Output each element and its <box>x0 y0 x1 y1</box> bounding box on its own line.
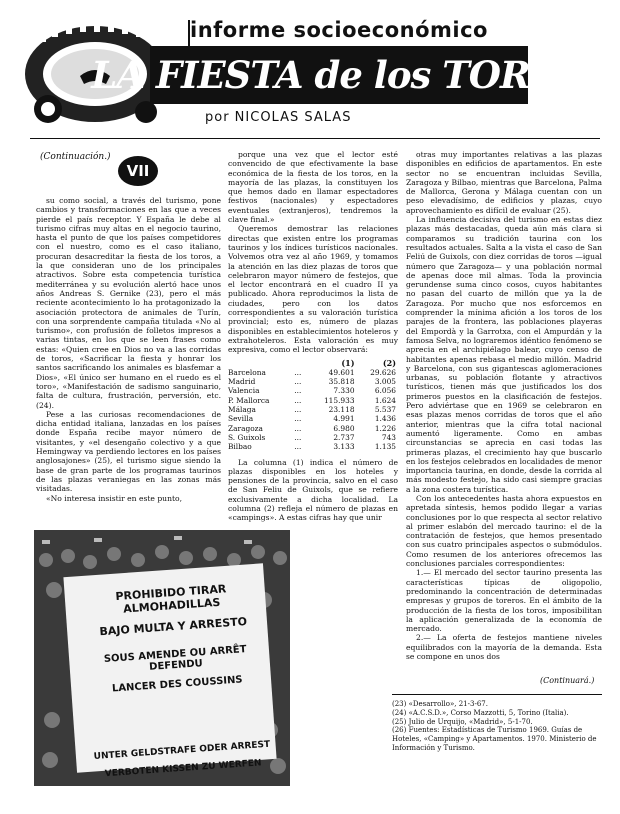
table-row: S. Guixols ... 2.737 743 <box>228 432 396 442</box>
paragraph: su como social, a través del turismo, pone cambios y transformaciones en las que a veces pierde el país receptor. Y España le debe al turismo cifras muy altas en el negocio taurino, hasta el punto de que los países competidores con el nuestro, como es el caso italiano, procuran desacreditar la fiesta de los toros, a la que consideran uno de los principales atractivos. Sobre esta competencia turística mediterránea y su evolución alertó hace unos años Andreas S. Gernike (23), pero el más reciente acontecimiento lo ha protagonizado la asociación protectora de animales de Turín, con una sorprendente campaña titulada «No al turismo», con profusión de folletos impresos a varias tintas, en los que se leen frases como estas: «Quien cree en Dios no va a las corridas de toros, «Sacrificar la fiesta y honrar los santos sacrificando los animales es blasfemar a Dios», «El único ser humano en el ruedo es el toro», «Manifestación de sadismo sanguinario, falta de cultura, frustración, perversión, etc. (24). <box>36 196 221 410</box>
warning-banner <box>76 580 279 781</box>
table-row: Málaga ... 23.118 5.537 <box>228 405 396 415</box>
paragraph: 2.— La oferta de festejos mantiene niveles equilibrados con la mayoría de la demanda. Esta se compone en unos dos <box>406 633 602 662</box>
table-row: Valencia ... 7.330 6.056 <box>228 386 396 396</box>
paragraph: 1.— El mercado del sector taurino presenta las características típicas de oligopolio, predominando la concentración de determinadas empresas y grupos de toreros. En el ámbito de la producción de la fiesta de los toros, imposibilitan la aplicación generalizada de la economía de mercado. <box>406 568 602 634</box>
banner-line: UNTER GELDSTRAFE ODER ARREST <box>93 739 271 762</box>
paragraph: Queremos demostrar las relaciones directas que existen entre los programas taurinos y los índices turísticos nacionales. Volvemos otra vez al año 1969, y tomamos la atención en las diez plazas de toros que celebraron mayor número de festejos, que el lector encontrará en el cuadro II ya publicado. Ahora reproducimos la lista de ciudades, pero con los datos correspondientes a su valoración turística provincial; esto es, número de plazas disponibles en establecimientos hoteleros y extrahoteleros. Esta valoración es muy expresiva, como el lector observará: <box>228 224 398 355</box>
table-header: (1) (2) <box>341 357 396 368</box>
footnote-rule <box>392 694 602 695</box>
article-title: LA FIESTA de los TOROS <box>91 53 587 97</box>
to-be-continued: (Continuará.) <box>540 676 595 685</box>
column-2 <box>228 150 398 523</box>
paragraph: La influencia decisiva del turismo en estas diez plazas más destacadas, queda aún más clara si comparamos su tradición taurina con los resultados actuales. Salta a la vista el caso de San Feliú de Guixols, con diez corridas de toros —igual número que Zaragoza— y una población normal de apenas doce mil almas. Toda la provincia gerundense suma cinco cosos, cuyos habitantes no pasan del cuarto de millón que ya la de Zaragoza. Por mucho que nos esforcemos en comprender la mínima afición a los toros de los parajes de la frontera, las poblaciones playeras del Empordà y la Garrotxa, con el Ampurdán y la famosa Selva, no lograremos idéntico fenómeno se aprecia en el archipiélago balear, cuyo censo de habitantes apenas rebasa el medio millón. Madrid y Barcelona, con sus gigantescas aglomeraciones urbanas, su población flotante y atractivos turísticos, tienen más que justificados los dos primeros puestos en la clasificación de festejos. Pero adviértase que en 1969 se celebraron en esas plazas menos corridas de toros que el año anterior, mientras que la cifra total nacional aumentó ligeramente. Como en ambas circunstancias se aprecia en casi todas las primeras plazas, el crecimiento hay que buscarlo en los festejos celebrados en localidades de menor importancia taurina, en donde, desde la corrida al más modesto festejo, ha sido casi siempre gracias a la zona costera turística. <box>406 215 602 494</box>
banner-line: SOUS AMENDE OU ARRÊT DEFENDU <box>103 644 247 673</box>
banner-line: PROHIBIDO TIRAR ALMOHADILLAS <box>115 582 227 616</box>
banner-line: VERBOTEN KISSEN ZU WERFEN <box>104 758 262 780</box>
table-row: P. Mallorca ... 115.933 1.624 <box>228 395 396 405</box>
paragraph: Con los antecedentes hasta ahora expuestos en apretada síntesis, hemos podido llegar a varias conclusiones por lo que respecta al sector relativo al primer eslabón del mercado taurino: el de la contratación de festejos, que hemos presentado con sus cuatro principales aspectos o submódulos. Como resumen de los anteriores ofrecemos las conclusiones parciales correspondientes: <box>406 493 602 569</box>
footnote: (24) «A.C.S.D.», Corso Mazzotti, 5, Torino (Italia). <box>392 708 569 717</box>
footnote: (23) «Desarrollo», 21-3-67. <box>392 700 488 708</box>
footnote: (25) Julio de Urquijo, «Madrid», 5-1-70. <box>392 717 533 726</box>
continuation-note: (Continuación.) <box>40 152 111 162</box>
paragraph: «No interesa insistir en este punto, <box>46 493 182 503</box>
chapter-badge: VII <box>118 156 158 186</box>
tourism-capacity-table <box>228 359 396 452</box>
table-row: Madrid ... 35.818 3.005 <box>228 377 396 387</box>
banner-line: BAJO MULTA Y ARRESTO <box>99 614 248 639</box>
column-3 <box>406 150 602 670</box>
table-row: Zaragoza ... 6.980 1.226 <box>228 423 396 433</box>
header-divider <box>30 138 600 139</box>
byline: por NICOLAS SALAS <box>205 110 352 125</box>
table-row: Barcelona ... 49.601 29.626 <box>228 367 396 377</box>
paragraph: Pese a las curiosas recomendaciones de dicha entidad italiana, lanzadas en los países donde España recibe mayor número de visitantes, y «el desengaño colectivo y a que Hemingway va perdiendo lectores en los países anglosajones» (25), el turismo sigue siendo la base de gran parte de los programas taurinos de las plazas veraniegas en las zonas más visitadas. <box>36 409 221 494</box>
table-row: Sevilla ... 4.991 1.436 <box>228 414 396 424</box>
banner-line: LANCER DES COUSSINS <box>111 674 243 695</box>
paragraph: porque una vez que el lector esté convencido de que efectivamente la base económica de la fiesta de los toros, en la mayoría de las plazas, la constituyen los que hemos dado en llamar espectadores festivos (nacionales) y espectadores eventuales (extranjeros), tendremos la clave final.» <box>228 150 398 225</box>
section-kicker: informe socioeconómico <box>190 18 488 42</box>
header-rule <box>188 20 190 46</box>
table-row: Bilbao ... 3.133 1.135 <box>228 442 396 452</box>
paragraph: La columna (1) indica el número de plazas disponibles en los hoteles y pensiones de la provincia, salvo en el caso de San Feliu de Guixols, que se refiere exclusivamente a dicha localidad. La columna (2) refleja el número de plazas en «campings». A estas cifras hay que unir <box>228 457 398 523</box>
paragraph: otras muy importantes relativas a las plazas disponibles en edificios de apartamentos. En este sector no se encuentran incluidas Sevilla, Zaragoza y Bilbao, mientras que Barcelona, Palma de Mallorca, Gerona y Málaga cuentan con un peso elevadísimo, de edificios y plazas, cuyo aprovechamiento es difícil de evaluar (25). <box>406 150 602 215</box>
bullring-crowd-photo <box>34 530 290 786</box>
column-1 <box>36 196 221 503</box>
footnote: (26) Fuentes: Estadísticas de Turismo 1969. Guías de Hoteles, «Camping» y Apartamentos. 1970. Ministerio de Información y Turismo. <box>392 726 597 752</box>
title-banner <box>91 46 587 104</box>
footnotes <box>392 700 600 753</box>
